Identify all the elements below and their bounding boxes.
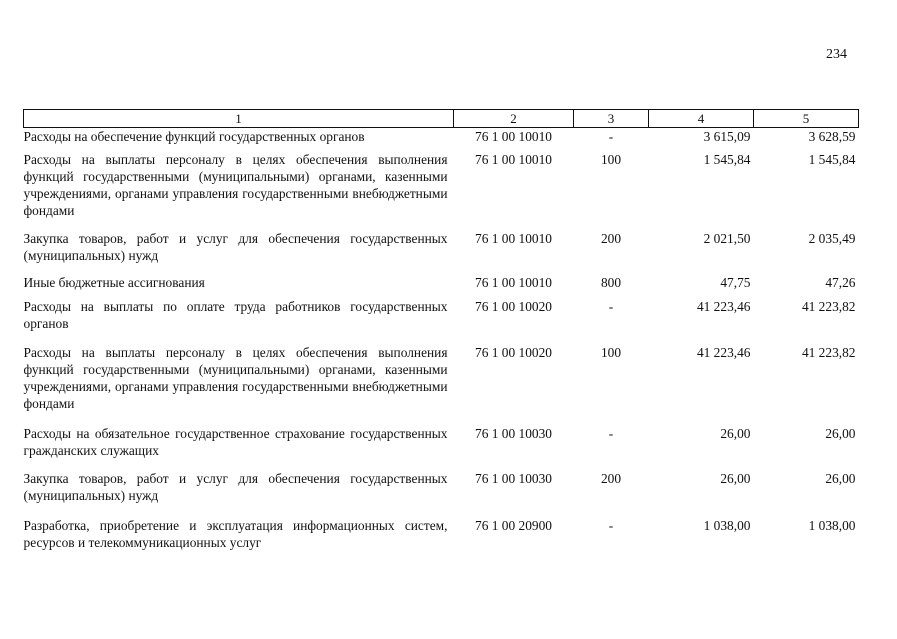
amount-col-4: 26,00 [720, 470, 751, 486]
expense-name: Расходы на выплаты персоналу в целях обеспечения выполнения функций государственными (муниципальными) органами, казенными учреждениями, органами управления государственными внебюджетными фондами [23, 344, 448, 411]
target-code: 76 1 00 10010 [475, 129, 552, 144]
expense-type: - [608, 517, 614, 533]
page-number: 234 [826, 47, 847, 62]
expense-name: Закупка товаров, работ и услуг для обеспечения государственных (муниципальных) нужд [23, 470, 448, 503]
table-header-row [24, 110, 859, 128]
amount-col-4: 2 021,50 [703, 230, 751, 246]
expense-name: Иные бюджетные ассигнования [23, 274, 205, 290]
expense-name: Расходы на выплаты персоналу в целях обеспечения выполнения функций государственными (муниципальными) органами, казенными учреждениями, органами управления государственными внебюджетными фондами [23, 151, 448, 218]
target-code: 76 1 00 10030 [475, 470, 552, 486]
amount-col-4: 1 038,00 [703, 517, 751, 533]
expense-type: 100 [600, 151, 622, 167]
target-code: 76 1 00 20900 [475, 517, 552, 533]
target-code: 76 1 00 10010 [475, 230, 552, 246]
expense-name: Расходы на обязательное государственное страхование государственных гражданских служащих [23, 425, 448, 458]
header-col-2: 2 [454, 110, 574, 128]
amount-col-5: 1 545,84 [808, 151, 856, 167]
amount-col-4: 1 545,84 [703, 151, 751, 167]
budget-table [23, 109, 859, 557]
header-col-1: 1 [24, 110, 454, 128]
expense-type: 800 [600, 274, 622, 290]
header-col-5: 5 [754, 110, 859, 128]
target-code: 76 1 00 10020 [475, 344, 552, 360]
expense-type: - [608, 425, 614, 441]
amount-col-4: 47,75 [720, 274, 751, 290]
amount-col-5: 41 223,82 [801, 344, 856, 360]
expense-name: Расходы на обеспечение функций государственных органов [23, 129, 365, 144]
amount-col-5: 26,00 [825, 470, 856, 486]
target-code: 76 1 00 10020 [475, 298, 552, 314]
target-code: 76 1 00 10030 [475, 425, 552, 441]
amount-col-4: 3 615,09 [703, 129, 751, 144]
amount-col-4: 41 223,46 [696, 298, 751, 314]
expense-type: - [608, 129, 614, 144]
expense-type: - [608, 298, 614, 314]
expense-name: Закупка товаров, работ и услуг для обеспечения государственных (муниципальных) нужд [23, 230, 448, 263]
table-row [24, 470, 859, 517]
table-row [24, 128, 859, 151]
table-row [24, 517, 859, 557]
target-code: 76 1 00 10010 [475, 151, 552, 167]
target-code: 76 1 00 10010 [475, 274, 552, 290]
table-row [24, 274, 859, 298]
header-col-4: 4 [649, 110, 754, 128]
amount-col-4: 41 223,46 [696, 344, 751, 360]
expense-type: 200 [600, 230, 622, 246]
amount-col-5: 1 038,00 [808, 517, 856, 533]
expense-name: Расходы на выплаты по оплате труда работников государственных органов [23, 298, 448, 331]
table-row [24, 425, 859, 470]
amount-col-5: 26,00 [825, 425, 856, 441]
amount-col-5: 3 628,59 [808, 129, 856, 144]
expense-type: 200 [600, 470, 622, 486]
amount-col-4: 26,00 [720, 425, 751, 441]
amount-col-5: 2 035,49 [808, 230, 856, 246]
header-col-3: 3 [574, 110, 649, 128]
table-row [24, 298, 859, 344]
table-row [24, 151, 859, 230]
table-row [24, 344, 859, 425]
table-row [24, 230, 859, 274]
expense-name: Разработка, приобретение и эксплуатация информационных систем, ресурсов и телекоммуникационных услуг [23, 517, 448, 550]
amount-col-5: 47,26 [825, 274, 856, 290]
expense-type: 100 [600, 344, 622, 360]
amount-col-5: 41 223,82 [801, 298, 856, 314]
